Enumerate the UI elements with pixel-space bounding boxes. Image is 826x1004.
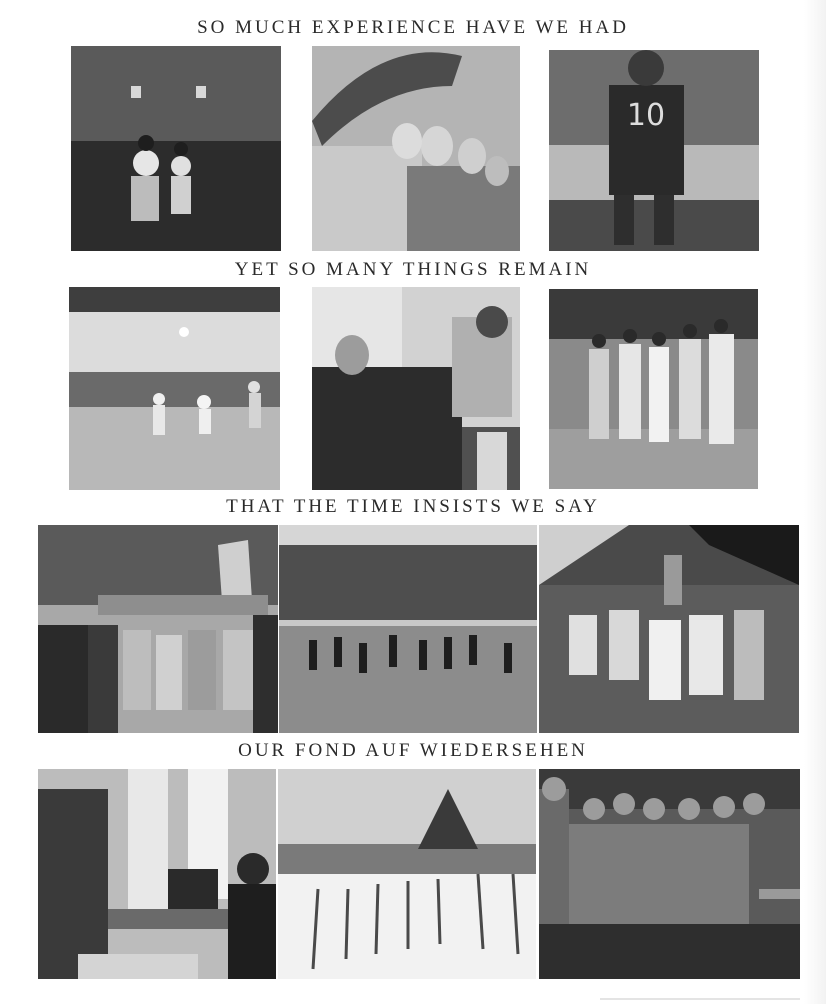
photo-audience-seated <box>539 525 799 733</box>
photo-classroom <box>38 769 276 979</box>
photo-student-laughing <box>312 287 520 490</box>
photo-football-player-mud <box>549 50 759 251</box>
scan-edge-shadow <box>804 0 826 1004</box>
svg-text:10: 10 <box>626 98 666 133</box>
caption-line-4: OUR FOND AUF WIEDERSEHEN <box>238 740 588 761</box>
photo-football-field <box>279 525 537 733</box>
photo-girls-outdoor-game <box>549 289 758 489</box>
photo-gym-cheerleaders <box>71 46 281 251</box>
photo-spectators-bleachers <box>539 769 800 979</box>
caption-line-3: THAT THE TIME INSISTS WE SAY <box>226 496 600 517</box>
photo-group-by-airplane <box>38 525 278 733</box>
photo-spectators-umbrella <box>312 46 520 251</box>
photo-snowy-playground <box>278 769 536 979</box>
photo-basketball-game <box>69 287 280 490</box>
caption-line-1: SO MUCH EXPERIENCE HAVE WE HAD <box>197 17 629 38</box>
caption-line-2: YET SO MANY THINGS REMAIN <box>234 259 592 280</box>
bottom-rule <box>600 998 800 1000</box>
